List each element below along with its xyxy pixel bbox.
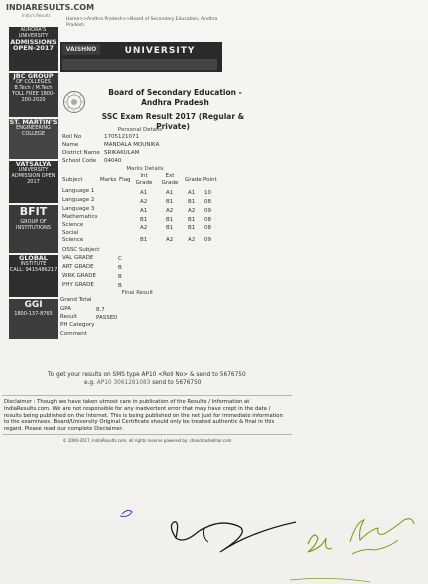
col-int-grade: Int Grade <box>135 173 153 186</box>
val-grade-value: C <box>118 256 122 262</box>
grade: A2 <box>188 208 196 214</box>
ad-aurora[interactable] <box>9 27 58 71</box>
ad-line: GGI <box>24 300 43 310</box>
logo-tagline: India's Results <box>22 13 51 18</box>
ext-grade: B1 <box>166 199 174 205</box>
sms-send-to: send to 5676750 <box>152 379 202 386</box>
divider <box>2 434 292 435</box>
comment-label: Comment <box>60 331 87 337</box>
wrk-grade-value: B <box>118 274 122 280</box>
name-label: Name <box>62 142 79 148</box>
ext-grade: B1 <box>166 217 174 223</box>
grade: B1 <box>188 199 196 205</box>
gpa-label: GPA <box>60 306 71 312</box>
ad-line: OF COLLEGES <box>16 79 51 85</box>
result-value: PASSED <box>96 315 118 321</box>
sms-line-1: To get your results on SMS type AP10 <Roll No> & send to 5676750 <box>48 372 246 378</box>
int-grade: A1 <box>140 208 148 214</box>
marks-details-heading: Marks Details <box>126 166 164 172</box>
ad-vatsalya[interactable] <box>9 161 58 203</box>
grade: A2 <box>188 237 196 243</box>
col-subject: Subject <box>62 177 83 183</box>
ext-grade: A2 <box>166 208 174 214</box>
ad-line: 1800-137-8765 <box>14 311 53 317</box>
col-grade: Grade <box>185 177 202 183</box>
ext-grade: A2 <box>166 237 174 243</box>
ad-line: JBC GROUP <box>13 73 54 80</box>
ext-grade: A1 <box>166 190 174 196</box>
ad-line: CALL: 9415486217 <box>9 267 58 273</box>
art-grade-value: B <box>118 265 122 271</box>
roll-no-value: 1705121071 <box>104 134 139 140</box>
col-flag: Flag <box>119 177 131 183</box>
ad-line: INSTITUTE <box>20 261 47 267</box>
point: 08 <box>204 225 211 231</box>
grand-total-label: Grand Total <box>60 297 92 303</box>
grade: A1 <box>188 190 196 196</box>
school-code-label: School Code <box>62 158 97 164</box>
ad-line: BFIT <box>19 205 48 218</box>
sms-line-2 <box>48 380 298 388</box>
subject-name: Mathematics <box>62 214 98 220</box>
disclaimer-text: Disclaimer : Though we have taken utmost care in publication of the Results / Information at IndiaResults.com. We are not responsible for any inadvertent error that may have crept in the data / results being published on the Internet. This is being published on the net just for immediate information to the examinees. Board/University Original Certificate should only be treated authentic & final in this regard. Please read our complete Disclaimer. <box>4 399 283 433</box>
ad-global[interactable] <box>9 255 58 297</box>
col-marks: Marks <box>100 177 117 183</box>
school-code-value: 04040 <box>104 158 122 164</box>
ph-category-label: PH Category <box>60 322 95 328</box>
art-grade-label: ART GRADE <box>62 264 94 270</box>
point: 10 <box>204 190 211 196</box>
top-banner-ad[interactable] <box>60 42 222 72</box>
ad-line: UNIVERSITY <box>18 167 49 173</box>
subject-name: Language 1 <box>62 188 95 194</box>
int-grade: A2 <box>140 199 148 205</box>
wrk-grade-label: WRK GRADE <box>62 273 96 279</box>
breadcrumb[interactable]: Home>>Andhra Pradesh>>Board of Secondary Education, Andhra Pradesh <box>66 17 218 28</box>
ad-line: ADMISSIONS <box>10 38 57 46</box>
int-grade: B1 <box>140 237 148 243</box>
point: 08 <box>204 217 211 223</box>
divider <box>2 395 292 396</box>
roll-no-label: Roll No <box>62 134 82 140</box>
point: 09 <box>204 208 211 214</box>
col-point: Point <box>203 177 217 183</box>
val-grade-label: VAL GRADE <box>62 255 94 261</box>
ad-bfit[interactable] <box>9 205 58 253</box>
point: 08 <box>204 199 211 205</box>
district-value: SRIKAKULAM <box>104 150 140 156</box>
grade: B1 <box>188 217 196 223</box>
gpa-value: 8.7 <box>96 307 105 313</box>
ad-line: GROUP OF INSTITUTIONS <box>15 219 51 231</box>
ad-line: VATSALYA <box>15 161 52 168</box>
ad-line: B.Tech / M.Tech <box>14 85 53 91</box>
phy-grade-value: B <box>118 283 122 289</box>
ad-ggi[interactable] <box>9 299 58 339</box>
sms-instructions <box>48 372 298 387</box>
ad-line: ADMISSION OPEN 2017 <box>11 173 56 185</box>
exam-title: SSC Exam Result 2017 (Regular & Private) <box>101 112 245 131</box>
ad-line: TOLL FREE 1800-200-2020 <box>12 91 55 103</box>
ad-line: UNIVERSITY <box>18 33 49 39</box>
int-grade: A2 <box>140 225 148 231</box>
result-label: Result <box>60 314 77 320</box>
final-result-heading: Final Result <box>121 290 154 296</box>
ad-line: AURORA'S <box>20 27 47 33</box>
name-value: MANDALA MOUNIKA <box>104 142 160 148</box>
sms-eg: e.g. <box>84 379 95 386</box>
int-grade: B1 <box>140 217 148 223</box>
grade: B1 <box>188 225 196 231</box>
ad-jbc[interactable] <box>9 73 58 117</box>
ad-line: OPEN-2017 <box>13 44 54 52</box>
subject-name: Language 2 <box>62 197 95 203</box>
banner-strip <box>62 59 217 70</box>
banner-right-text: UNIVERSITY <box>124 46 196 56</box>
subject-name: Language 3 <box>62 206 95 212</box>
board-title: Board of Secondary Education - Andhra Pradesh <box>108 88 242 107</box>
subject-name: Social Science <box>62 230 84 243</box>
int-grade: A1 <box>140 190 148 196</box>
personal-details-heading: Personal Details <box>117 127 163 133</box>
ad-line: ENGINEERING COLLEGE <box>16 125 51 137</box>
ad-line: ST. MARTIN'S <box>9 119 58 126</box>
subject-name: Science <box>62 222 84 228</box>
ext-grade: B1 <box>166 225 174 231</box>
ad-line: GLOBAL <box>19 255 48 262</box>
sms-example-number: AP10 3061281083 <box>96 379 151 386</box>
ossc-label: OSSC Subject <box>62 247 100 253</box>
banner-left-text: VAISHNO <box>62 44 100 55</box>
point: 09 <box>204 237 211 243</box>
phy-grade-label: PHY GRADE <box>62 282 94 288</box>
ad-column <box>9 27 58 367</box>
logo-text: INDIARESULTS.COM <box>6 3 95 12</box>
district-label: District Name <box>62 150 100 156</box>
ad-st-martins[interactable] <box>9 119 58 159</box>
state-emblem-icon <box>62 90 86 114</box>
handwritten-signatures <box>0 470 428 584</box>
col-ext-grade: Ext Grade <box>161 173 179 186</box>
footer-copyright: © 2000-2017, IndiaResults.com, all rights reserve powered by: chandrashekhar.com <box>62 438 232 443</box>
